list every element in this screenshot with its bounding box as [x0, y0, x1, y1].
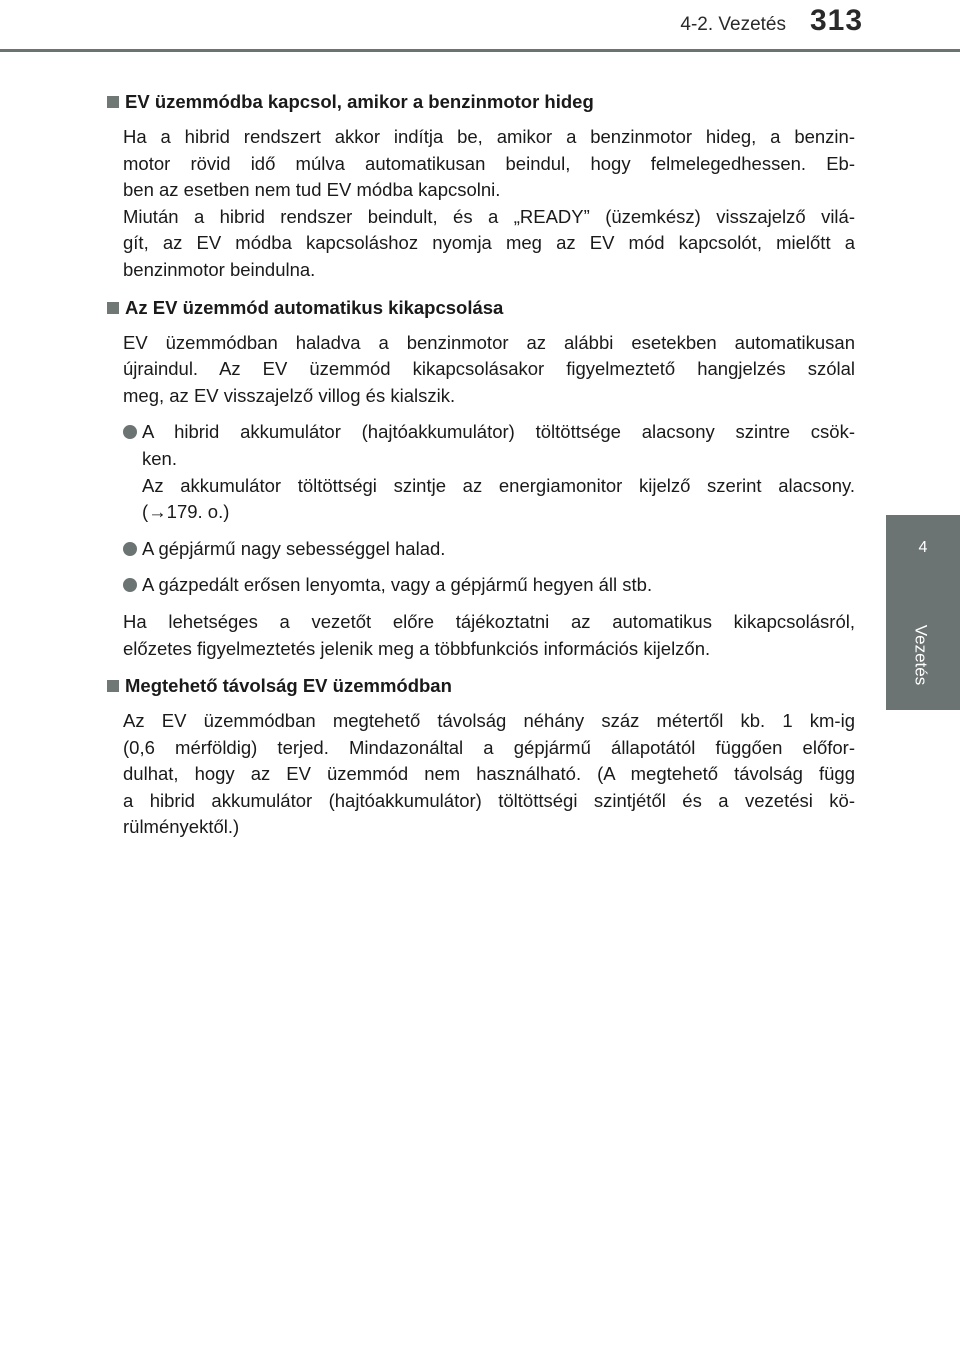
section-heading-text: Az EV üzemmód automatikus kikapcsolása — [125, 296, 504, 318]
page-body — [107, 88, 855, 841]
paragraph — [123, 330, 855, 410]
text-line: A hibrid akkumulátor (hajtóakkumulátor) töltöttsége alacsony szintre csök- — [142, 421, 855, 443]
square-bullet-icon — [107, 680, 119, 692]
text-line: a hibrid akkumulátor (hajtóakkumulátor) töltöttségi szintjétől és a vezetési kö- — [123, 789, 855, 811]
text-line: dulhat, hogy az EV üzemmód nem használható. (A megtehető távolság függ — [123, 763, 855, 785]
text-line: rülményektől.) — [123, 816, 240, 838]
text-line: (→179. o.) — [142, 501, 230, 523]
header-divider — [0, 49, 960, 52]
section-heading — [107, 294, 855, 322]
text-line: ben az esetben nem tud EV módba kapcsolni. — [123, 179, 501, 201]
circle-bullet-icon — [123, 425, 137, 439]
section-heading — [107, 672, 855, 700]
page-number: 313 — [810, 4, 864, 37]
section-heading-text: EV üzemmódba kapcsol, amikor a benzinmotor hideg — [125, 91, 594, 112]
text-line: gít, az EV módba kapcsoláshoz nyomja meg az EV mód kapcsolót, mielőtt a — [123, 232, 855, 254]
section-ev-range — [107, 672, 855, 841]
text-line: Ha a hibrid rendszert akkor indítja be, amikor a benzinmotor hideg, a benzin- — [123, 126, 855, 147]
paragraph — [123, 124, 855, 284]
section-ev-cold-engine — [107, 88, 855, 284]
chapter-tab — [886, 515, 960, 595]
text-line: újraindul. Az EV üzemmód kikapcsolásakor figyelmeztető hangjelzés szólal — [123, 358, 855, 380]
text-line: motor rövid idő múlva automatikusan beindul, hogy felmelegedhessen. Eb- — [123, 152, 855, 174]
circle-bullet-icon — [123, 578, 137, 592]
text-line: Az akkumulátor töltöttségi szintje az energiamonitor kijelző szerint alacsony. — [142, 474, 855, 496]
square-bullet-icon — [107, 302, 119, 314]
chapter-label: Vezetés — [911, 624, 930, 686]
list-item — [123, 536, 855, 563]
square-bullet-icon — [107, 96, 119, 108]
running-header-section: 4-2. Vezetés — [680, 14, 786, 35]
list-item — [123, 572, 855, 599]
paragraph — [123, 708, 855, 841]
text-line: A gázpedált erősen lenyomta, vagy a gépjármű hegyen áll stb. — [142, 574, 653, 596]
text-line: Miután a hibrid rendszer beindult, és a „READY” (üzemkész) visszajelző vilá- — [123, 205, 855, 227]
chapter-label-container — [900, 605, 940, 705]
section-heading-text: Megtehető távolság EV üzemmódban — [125, 675, 452, 697]
text-line: benzinmotor beindulna. — [123, 258, 316, 280]
chapter-number: 4 — [918, 539, 928, 556]
text-line: ken. — [142, 447, 177, 469]
text-line: A gépjármű nagy sebességgel halad. — [142, 537, 446, 559]
text-line: (0,6 mérföldig) terjed. Mindazonáltal a gépjármű állapotától függően előfor- — [123, 736, 855, 758]
text-line: Ha lehetséges a vezetőt előre tájékoztatni az automatikus kikapcsolásról, — [123, 610, 855, 632]
paragraph — [123, 609, 855, 662]
text-line: Az EV üzemmódban megtehető távolság néhány száz métertől kb. 1 km-ig — [123, 710, 855, 732]
list-item — [123, 419, 855, 525]
circle-bullet-icon — [123, 542, 137, 556]
text-line: előzetes figyelmeztetés jelenik meg a többfunkciós információs kijelzőn. — [123, 637, 711, 659]
text-line: EV üzemmódban haladva a benzinmotor az alábbi esetekben automatikusan — [123, 331, 855, 353]
section-ev-auto-off — [107, 294, 855, 663]
text-line: meg, az EV visszajelző villog és kialszik. — [123, 384, 456, 406]
section-heading — [107, 88, 855, 116]
